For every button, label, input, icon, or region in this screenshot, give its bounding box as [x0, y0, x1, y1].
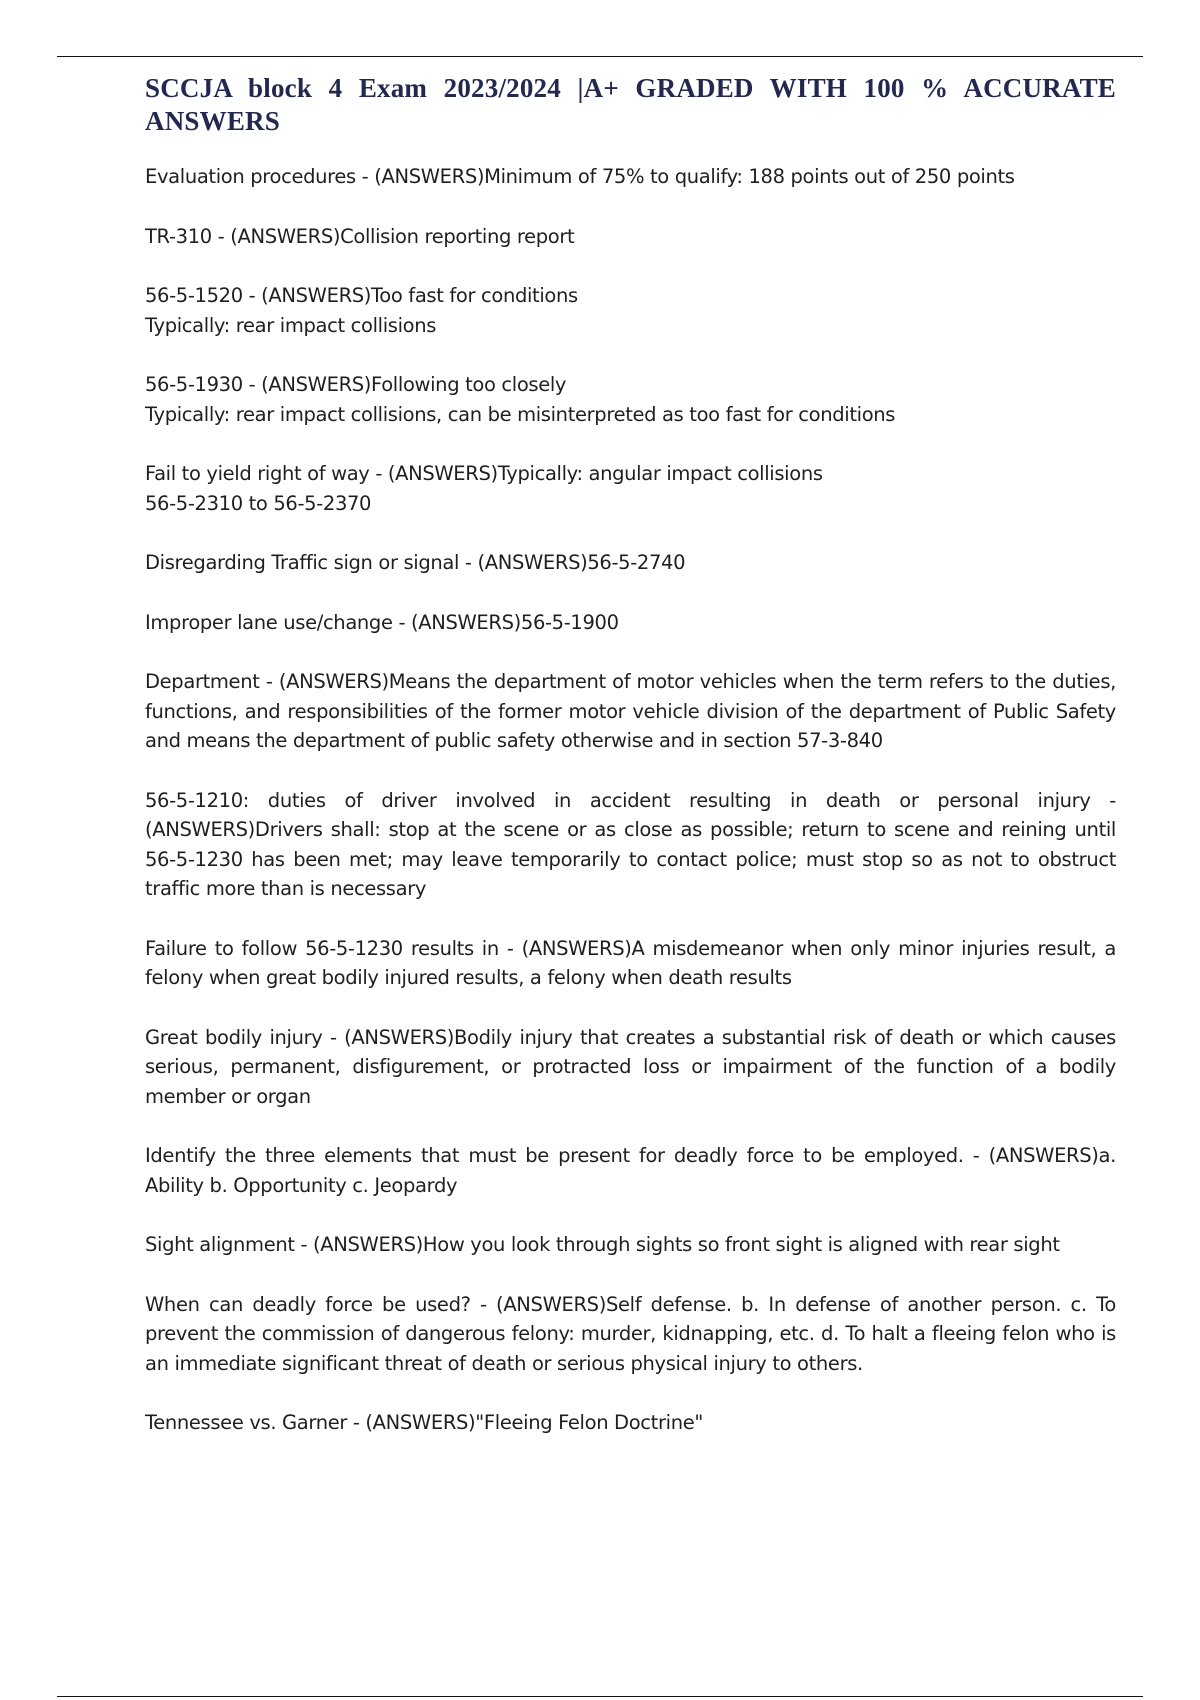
qa-item-56-5-1930: 56-5-1930 - (ANSWERS)Following too closely Typically: rear impact collisions, can be misinterpreted as too fast for conditions	[145, 373, 896, 426]
qa-item-evaluation-procedures: Evaluation procedures - (ANSWERS)Minimum of 75% to qualify: 188 points out of 250 points	[145, 165, 1015, 188]
top-rule	[57, 56, 1143, 57]
qa-item-fail-to-yield: Fail to yield right of way - (ANSWERS)Typically: angular impact collisions 56-5-2310 to 56-5-2370	[145, 462, 823, 515]
qa-item-deadly-force-elements: Identify the three elements that must be present for deadly force to be employed. - (ANSWERS)a. Ability b. Opportunity c. Jeopardy	[145, 1144, 1116, 1197]
bottom-rule	[57, 1696, 1143, 1697]
qa-list	[145, 162, 1116, 1438]
qa-item-tr-310: TR-310 - (ANSWERS)Collision reporting report	[145, 224, 575, 248]
document-content	[145, 72, 1116, 1468]
qa-item-56-5-1210: 56-5-1210: duties of driver involved in accident resulting in death or personal injury - (ANSWERS)Drivers shall: stop at the scene or as close as possible; return to scene and reining until 56-5-1230 has been met; may leave temporarily to contact police; must stop so as not to obstruct traffic more than is necessary	[145, 788, 1116, 900]
qa-item-disregarding-traffic-sign: Disregarding Traffic sign or signal - (ANSWERS)56-5-2740	[145, 551, 686, 574]
qa-item-improper-lane-use: Improper lane use/change - (ANSWERS)56-5-1900	[145, 610, 619, 634]
document-title: SCCJA block 4 Exam 2023/2024 |A+ GRADED WITH 100 % ACCURATE ANSWERS	[145, 73, 1116, 136]
qa-item-tennessee-vs-garner: Tennessee vs. Garner - (ANSWERS)"Fleeing Felon Doctrine"	[145, 1411, 703, 1434]
qa-item-deadly-force-use: When can deadly force be used? - (ANSWERS)Self defense. b. In defense of another person. c. To prevent the commission of dangerous felony: murder, kidnapping, etc. d. To halt a fleeing felon who is an immediate significant threat of death or serious physical injury to others.	[145, 1292, 1116, 1375]
qa-item-department: Department - (ANSWERS)Means the department of motor vehicles when the term refers to the duties, functions, and responsibilities of the former motor vehicle division of the department of Public Safety and means the department of public safety otherwise and in section 57-3-840	[145, 670, 1116, 752]
qa-item-sight-alignment: Sight alignment - (ANSWERS)How you look through sights so front sight is aligned with rear sight	[145, 1233, 1060, 1256]
qa-item-56-5-1520: 56-5-1520 - (ANSWERS)Too fast for conditions Typically: rear impact collisions	[145, 284, 578, 337]
qa-item-failure-56-5-1230: Failure to follow 56-5-1230 results in - (ANSWERS)A misdemeanor when only minor injuries result, a felony when great bodily injured results, a felony when death results	[145, 936, 1116, 989]
qa-item-great-bodily-injury: Great bodily injury - (ANSWERS)Bodily injury that creates a substantial risk of death or which causes serious, permanent, disfigurement, or protracted loss or impairment of the function of a bodily member or organ	[145, 1025, 1116, 1108]
